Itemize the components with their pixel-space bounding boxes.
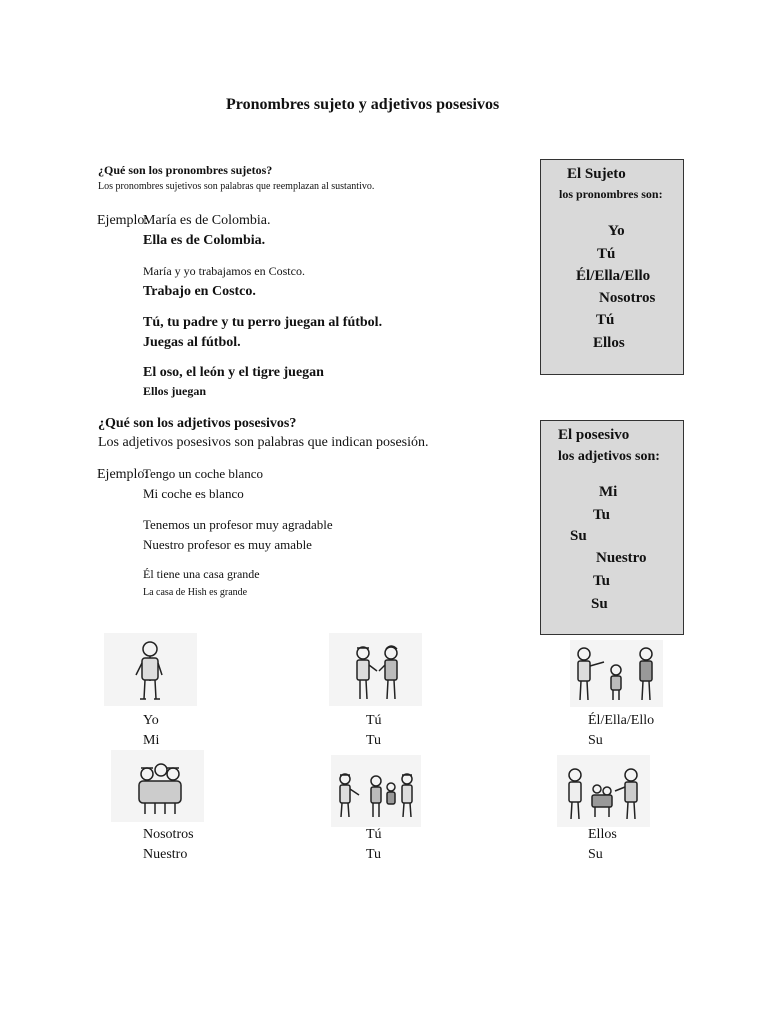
pointing-at-others-icon (570, 640, 663, 707)
example-result: Nuestro profesor es muy amable (143, 537, 312, 552)
subject-pronouns-box (540, 159, 684, 375)
example-result: Juegas al fútbol. (143, 335, 241, 350)
box-item: Tú (596, 312, 615, 328)
picture-possessive: Mi (143, 733, 160, 748)
example-sentence: Tenemos un profesor muy agradable (143, 517, 333, 532)
example-sentence: María es de Colombia. (143, 213, 271, 228)
box-item: Su (591, 596, 608, 612)
picture-pronoun: Ellos (588, 827, 617, 842)
box-subheading: los adjetivos son: (558, 449, 660, 464)
two-people-talking-icon (329, 633, 422, 706)
box-item: Ellos (593, 335, 625, 351)
example-sentence: Él tiene una casa grande (143, 567, 260, 581)
example-result: Mi coche es blanco (143, 486, 244, 501)
box-item: Tu (593, 507, 610, 523)
picture-possessive: Tu (366, 733, 382, 748)
box-subheading: los pronombres son: (559, 187, 663, 201)
group-of-people-icon (111, 750, 204, 822)
page-title: Pronombres sujeto y adjetivos posesivos (226, 96, 500, 113)
pointing-at-group-icon (331, 755, 421, 827)
pointing-at-group-far-icon (557, 755, 650, 827)
picture-possessive: Su (588, 733, 603, 748)
box-item: Tu (593, 573, 610, 589)
example-result: Trabajo en Costco. (143, 284, 256, 299)
single-person-icon (104, 633, 197, 706)
box-item: Mi (599, 484, 618, 500)
possessive-adjectives-box (540, 420, 684, 635)
picture-pronoun: Tú (366, 827, 382, 842)
box-item: Él/Ella/Ello (576, 268, 651, 284)
picture-possessive: Su (588, 847, 603, 862)
example-sentence: Tengo un coche blanco (143, 466, 264, 481)
picture-pronoun: Yo (143, 713, 159, 728)
section1-definition: Los pronombres sujetivos son palabras que reemplazan al sustantivo. (98, 181, 375, 192)
box-heading: El posesivo (558, 427, 630, 443)
picture-possessive: Tu (366, 847, 382, 862)
picture-pronoun: Él/Ella/Ello (588, 713, 655, 728)
section1-question: ¿Qué son los pronombres sujetos? (98, 163, 273, 177)
example-sentence: Tú, tu padre y tu perro juegan al fútbol. (143, 315, 383, 330)
picture-pronoun: Nosotros (143, 827, 194, 842)
section2-question: ¿Qué son los adjetivos posesivos? (98, 416, 297, 431)
box-heading: El Sujeto (567, 166, 626, 182)
section2-definition: Los adjetivos posesivos son palabras que indican posesión. (98, 435, 429, 450)
picture-pronoun: Tú (366, 713, 382, 728)
section2-example-label: Ejemplo: (97, 467, 149, 482)
example-result: La casa de Hish es grande (143, 587, 248, 598)
box-item: Tú (597, 246, 616, 262)
example-result: Ella es de Colombia. (143, 233, 266, 248)
example-sentence: María y yo trabajamos en Costco. (143, 264, 305, 278)
box-item: Su (570, 528, 587, 544)
box-item: Yo (608, 223, 625, 239)
example-result: Ellos juegan (143, 384, 207, 398)
example-sentence: El oso, el león y el tigre juegan (143, 365, 324, 380)
section1-example-label: Ejemplo: (97, 213, 149, 228)
box-item: Nosotros (599, 290, 656, 306)
picture-possessive: Nuestro (143, 847, 188, 862)
box-item: Nuestro (596, 550, 647, 566)
